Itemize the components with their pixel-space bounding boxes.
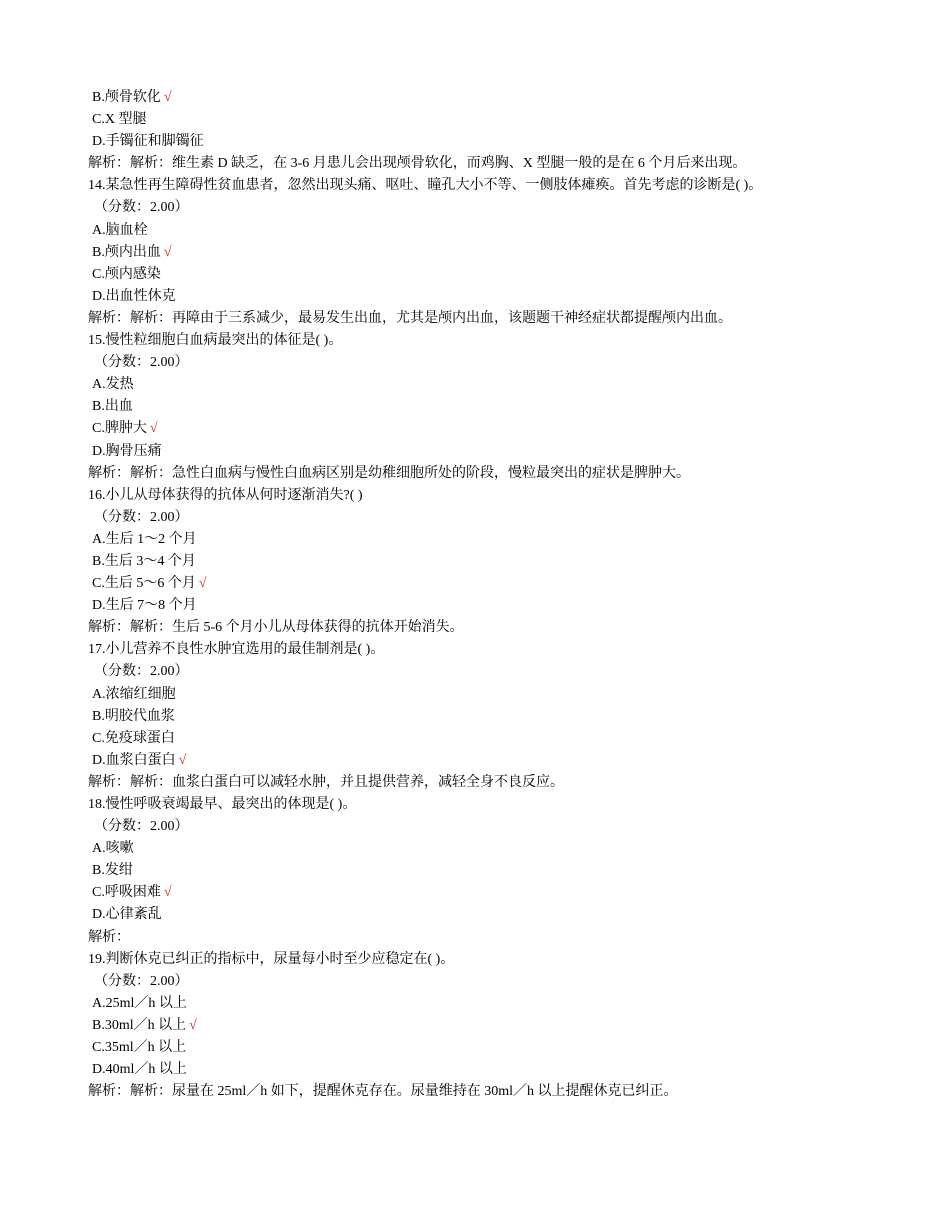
explanation-line	[88, 153, 888, 175]
option-line	[88, 573, 888, 595]
explanation-label: 解析：	[88, 929, 130, 945]
option-line	[88, 131, 888, 153]
correct-check-mark: √	[189, 1017, 197, 1033]
option-text: C.脾肿大	[92, 421, 147, 437]
option-line	[88, 728, 888, 750]
option-line	[88, 264, 888, 286]
explanation-label: 解析：	[88, 620, 130, 636]
option-line	[88, 993, 888, 1015]
correct-check-mark: √	[163, 885, 172, 901]
question-text: 15.慢性粒细胞白血病最突出的体征是( )。	[88, 333, 343, 349]
option-line	[88, 109, 888, 131]
explanation-line	[88, 617, 888, 639]
explanation-line	[88, 927, 888, 949]
question-text: 14.某急性再生障碍性贫血患者，忽然出现头痛、呕吐、瞳孔大小不等、一侧肢体瘫痪。首先考虑的诊断是( )。	[88, 178, 763, 194]
option-text: B.颅内出血	[92, 244, 161, 260]
option-text: A.浓缩红细胞	[92, 686, 176, 702]
option-line	[88, 418, 888, 440]
option-text: C.35ml／h 以上	[92, 1040, 187, 1056]
option-text: B.生后 3～4 个月	[92, 553, 196, 569]
correct-check-mark: √	[198, 576, 207, 592]
explanation-label: 解析：	[88, 1084, 130, 1100]
option-line	[88, 441, 888, 463]
option-text: D.40ml／h 以上	[92, 1062, 187, 1078]
option-text: C.颅内感染	[92, 266, 161, 282]
score-text: （分数：2.00）	[94, 664, 189, 680]
option-text: C.免疫球蛋白	[92, 730, 175, 746]
explanation-text: 解析：再障由于三系减少，最易发生出血，尤其是颅内出血，该题题干神经症状都提醒颅内出血。	[130, 310, 732, 326]
option-line	[88, 750, 888, 772]
explanation-line	[88, 1081, 888, 1103]
option-line	[88, 595, 888, 617]
explanation-label: 解析：	[88, 465, 130, 481]
option-text: B.出血	[92, 399, 133, 415]
explanation-line	[88, 772, 888, 794]
option-line	[88, 838, 888, 860]
explanation-label: 解析：	[88, 310, 130, 326]
correct-check-mark: √	[163, 244, 172, 260]
option-text: B.颅骨软化	[92, 90, 161, 105]
score-text: （分数：2.00）	[94, 509, 189, 525]
option-line	[88, 882, 888, 904]
option-line	[88, 374, 888, 396]
option-text: C.呼吸困难	[92, 885, 161, 901]
option-line	[88, 396, 888, 418]
explanation-text: 解析：急性白血病与慢性白血病区别是幼稚细胞所处的阶段，慢粒最突出的症状是脾肿大。	[130, 465, 690, 481]
score-text: （分数：2.00）	[94, 819, 189, 835]
question-text: 16.小儿从母体获得的抗体从何时逐渐消失?( )	[88, 487, 363, 503]
option-text: A.发热	[92, 377, 134, 393]
option-line	[88, 904, 888, 926]
option-line	[88, 706, 888, 728]
option-text: D.出血性休克	[92, 288, 176, 304]
option-line	[88, 1037, 888, 1059]
explanation-line	[88, 463, 888, 485]
explanation-line	[88, 308, 888, 330]
option-line	[88, 529, 888, 551]
option-text: B.发绀	[92, 863, 133, 879]
explanation-text: 解析：生后 5-6 个月小儿从母体获得的抗体开始消失。	[130, 620, 464, 636]
option-line	[88, 684, 888, 706]
score-text: （分数：2.00）	[94, 200, 189, 216]
option-line	[88, 1015, 888, 1037]
question-text: 17.小儿营养不良性水肿宜选用的最佳制剂是( )。	[88, 642, 385, 658]
explanation-label: 解析：	[88, 156, 130, 172]
explanation-text: 解析：维生素 D 缺乏，在 3-6 月患儿会出现颅骨软化，而鸡胸、X 型腿一般的是在 6 个月后来出现。	[130, 156, 747, 172]
question-text: 19.判断休克已纠正的指标中，尿量每小时至少应稳定在( )。	[88, 951, 455, 967]
score-text: （分数：2.00）	[94, 355, 189, 371]
correct-check-mark: √	[178, 752, 187, 768]
option-text: A.咳嗽	[92, 841, 134, 857]
option-text: D.生后 7～8 个月	[92, 598, 197, 614]
option-line	[88, 220, 888, 242]
exam-document	[88, 87, 888, 1103]
option-text: B.明胶代血浆	[92, 708, 175, 724]
option-text: A.生后 1～2 个月	[92, 531, 197, 547]
explanation-text: 解析：尿量在 25ml／h 如下，提醒休克存在。尿量维持在 30ml／h 以上提醒休克已纠正。	[130, 1084, 678, 1100]
option-text: D.手镯征和脚镯征	[92, 134, 204, 150]
option-line	[88, 87, 888, 109]
option-text: C.生后 5～6 个月	[92, 576, 196, 592]
option-line	[88, 242, 888, 264]
option-line	[88, 1059, 888, 1081]
question-text: 18.慢性呼吸衰竭最早、最突出的体现是( )。	[88, 797, 357, 812]
option-text: D.胸骨压痛	[92, 443, 162, 459]
option-text: A.25ml／h 以上	[92, 995, 187, 1011]
option-line	[88, 286, 888, 308]
explanation-text: 解析：血浆白蛋白可以减轻水肿，并且提供营养，减轻全身不良反应。	[130, 774, 564, 790]
option-line	[88, 551, 888, 573]
option-text: D.心律紊乱	[92, 907, 162, 923]
correct-check-mark: √	[163, 90, 172, 105]
option-line	[88, 860, 888, 882]
explanation-label: 解析：	[88, 774, 130, 790]
option-text: A.脑血栓	[92, 222, 148, 238]
option-text: B.30ml／h 以上	[92, 1017, 187, 1033]
option-text: C.X 型腿	[92, 112, 147, 128]
option-text: D.血浆白蛋白	[92, 752, 176, 768]
correct-check-mark: √	[149, 421, 158, 437]
score-text: （分数：2.00）	[94, 973, 189, 989]
